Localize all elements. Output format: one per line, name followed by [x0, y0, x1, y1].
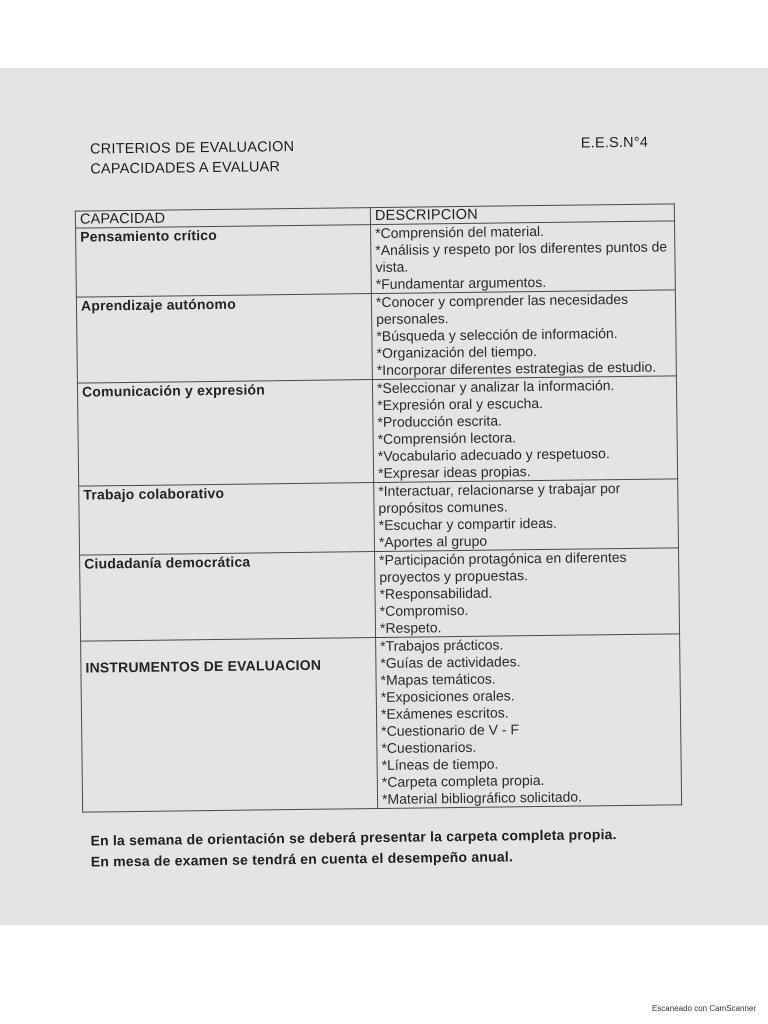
- description-cell: [374, 479, 679, 552]
- description-item: *Organización del tiempo.: [376, 343, 537, 362]
- scanner-watermark: Escaneado con CamScanner: [651, 1004, 756, 1013]
- description-item: *Compromiso.: [379, 601, 469, 619]
- description-item: *Expresión oral y escucha.: [377, 394, 544, 414]
- table-body: [76, 221, 682, 812]
- description-item: *Cuestionario de V - F: [381, 721, 520, 739]
- description-item: *Cuestionarios.: [381, 738, 477, 756]
- capacity-cell: Pensamiento crítico: [76, 225, 372, 298]
- description-item: *Respeto.: [379, 619, 442, 636]
- description-item: *Comprensión del material.: [375, 222, 545, 242]
- description-item: *Exámenes escritos.: [380, 704, 509, 722]
- document-sheet: [73, 64, 687, 872]
- description-item: *Responsabilidad.: [379, 584, 493, 602]
- school-code: E.E.S.N°4: [580, 134, 649, 152]
- footer-line-2: En mesa de examen se tendrá en cuenta el desempeño anual.: [90, 848, 514, 870]
- footer-note: [82, 823, 686, 872]
- table-row: [76, 221, 676, 297]
- document-title: CRITERIOS DE EVALUACION: [89, 139, 295, 158]
- description-item: *Carpeta completa propia.: [381, 771, 545, 790]
- table-row: [81, 634, 682, 812]
- description-item: *Exposiciones orales.: [380, 687, 515, 705]
- description-item: *Producción escrita.: [377, 412, 503, 431]
- description-item: *Guías de actividades.: [380, 653, 521, 671]
- description-item: *Mapas temáticos.: [380, 670, 496, 688]
- criteria-table: [75, 203, 682, 812]
- description-item: *Fundamentar argumentos.: [375, 273, 547, 293]
- description-cell: [371, 221, 676, 294]
- description-item: *Aportes al grupo: [378, 532, 488, 550]
- document-header: [74, 132, 679, 185]
- description-item: *Líneas de tiempo.: [381, 755, 499, 773]
- column-header-capacity: CAPACIDAD: [75, 208, 370, 229]
- capacity-cell: Trabajo colaborativo: [79, 483, 375, 556]
- description-item: *Interactuar, relacionarse y trabajar por propósitos comunes.: [378, 480, 621, 516]
- description-cell: [376, 634, 682, 809]
- description-cell: [372, 376, 677, 483]
- description-item: *Análisis y respeto por los diferentes puntos de vista.: [375, 238, 668, 276]
- table-row: [80, 548, 680, 641]
- description-item: *Seleccionar y analizar la información.: [376, 377, 615, 397]
- description-item: *Participación protagónica en diferentes proyectos y propuestas.: [379, 548, 627, 585]
- description-item: *Incorporar diferentes estrategias de estudio.: [376, 358, 657, 379]
- capacity-cell: INSTRUMENTOS DE EVALUACION: [81, 638, 378, 813]
- table-row: [79, 479, 679, 555]
- description-cell: [371, 290, 676, 380]
- column-header-description: DESCRIPCION: [370, 204, 674, 225]
- table-row: [76, 290, 676, 383]
- description-item: *Vocabulario adecuado y respetuoso.: [377, 445, 610, 465]
- description-item: *Material bibliográfico solicitado.: [381, 788, 583, 807]
- capacity-cell: Ciudadanía democrática: [80, 552, 376, 642]
- description-item: *Comprensión lectora.: [377, 429, 517, 448]
- description-cell: [375, 548, 680, 638]
- description-item: *Expresar ideas propias.: [377, 463, 531, 481]
- description-item: *Búsqueda y selección de información.: [376, 325, 618, 345]
- capacity-cell: Aprendizaje autónomo: [76, 294, 372, 384]
- footer-line-1: En la semana de orientación se deberá presentar la carpeta completa propia.: [90, 826, 617, 849]
- document-subtitle: CAPACIDADES A EVALUAR: [90, 159, 281, 178]
- table-row: [77, 376, 677, 486]
- description-item: *Trabajos prácticos.: [380, 636, 504, 654]
- capacity-cell: Comunicación y expresión: [77, 380, 373, 487]
- description-item: *Escuchar y compartir ideas.: [378, 514, 557, 533]
- description-item: *Conocer y comprender las necesidades personales.: [375, 290, 629, 328]
